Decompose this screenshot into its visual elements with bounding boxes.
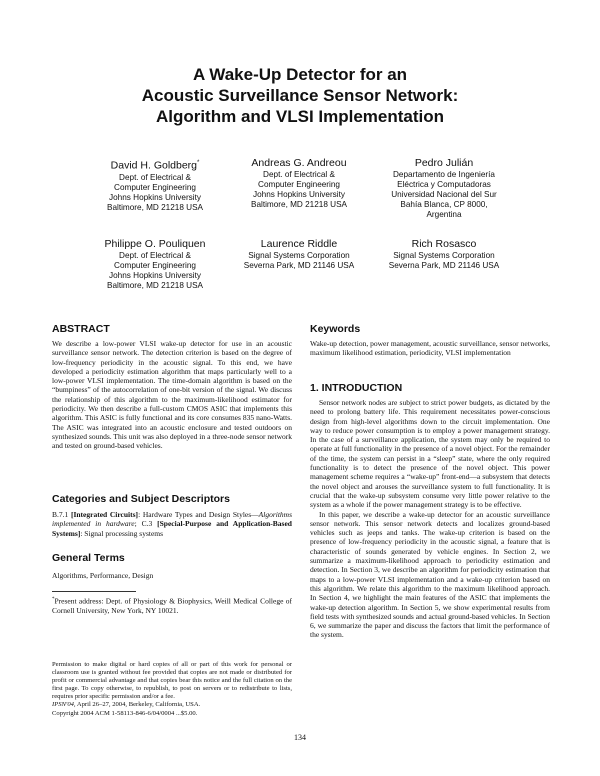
abstract-body: [52, 339, 292, 451]
permission-text: Permission to make digital or hard copies of all or part of this work for personal or classroom use is granted without fee provided that copies are not made or distributed for profit or commercial advantage and that copies bear this notice and the full citation on the first page. To copy otherwise, to republish, to post on servers or to redistribute to lists, requires prior specific permission and/or a fee.: [52, 661, 292, 701]
author-affiliation: Johns Hopkins University: [109, 192, 201, 202]
author-affiliation: Dept. of Electrical &: [263, 170, 335, 179]
author-footnote-mark: *: [197, 160, 200, 166]
author-affiliation: Johns Hopkins University: [109, 271, 201, 280]
author-affiliation: Johns Hopkins University: [253, 190, 345, 199]
category-subject-2: : Signal processing systems: [80, 528, 164, 538]
author-affiliation: Universidad Nacional del Sur: [391, 190, 497, 199]
category-name: [Integrated Circuits]: [70, 510, 139, 519]
introduction-heading: 1. INTRODUCTION: [310, 382, 403, 394]
abstract-heading: ABSTRACT: [52, 323, 110, 335]
title-line-2: Acoustic Surveillance Sensor Network:: [141, 86, 459, 105]
footnote-mark: *: [52, 597, 55, 602]
category-subject: : Hardware Types and Design Styles—: [138, 510, 259, 519]
author-name: Laurence Riddle: [260, 238, 338, 250]
copyright-text: Copyright 2004 ACM 1-58113-846-6/04/0004 ...$5.00.: [52, 709, 198, 717]
keywords-heading: Keywords: [310, 323, 361, 335]
page-number: 134: [294, 733, 306, 742]
author-name: Pedro Julián: [414, 157, 474, 169]
title-line-3: Algorithm and VLSI Implementation: [155, 107, 445, 126]
author-affiliation: Eléctrica y Computadoras: [397, 180, 491, 189]
footnote: [52, 595, 292, 615]
author-affiliation: Baltimore, MD 21218 USA: [106, 281, 203, 290]
footnote-text: Present address: Dept. of Physiology & Biophysics, Weill Medical College of Cornell University, New York, NY 10021.: [52, 596, 292, 615]
author-block: [369, 156, 519, 220]
author-block: [369, 237, 519, 271]
categories-body: [52, 510, 292, 538]
author-block: [224, 156, 374, 210]
author-affiliation: Computer Engineering: [258, 180, 340, 189]
author-affiliation: Computer Engineering: [114, 182, 196, 192]
author-block: [80, 156, 230, 213]
introduction-body: [310, 398, 550, 640]
paper-title: [60, 64, 540, 127]
author-affiliation: Dept. of Electrical &: [119, 251, 191, 260]
category-subject-italic: Algorithms implemented in hardware: [52, 510, 293, 529]
general-terms-heading: General Terms: [52, 552, 125, 564]
author-affiliation: Baltimore, MD 21218 USA: [106, 202, 203, 212]
intro-paragraph-1: Sensor network nodes are subject to strict power budgets, as dictated by the need to prolong battery life. This requirement necessitates power-conscious design from high-level algorithms down to the circuit implementation. One way to reduce power consumption is to employ a power management strategy. In the case of a surveillance application, the system may only be required to operate at full functionality in the presence of a novel object. For the remainder of the time, the system can persist in a “sleep” state, where the only required functionality is to detect the presence of the novel object. This power management scheme requires a “wake-up” front-end—a subsystem that detects the novel object and arouses the surveillance system to full functionality. It is crucial that the wake-up subsystem consume very little power relative to the system as a whole if the power management strategy is to be effective.: [310, 398, 550, 510]
author-block: [80, 237, 230, 291]
keywords-body: [310, 339, 550, 358]
venue-name: IPSN'04,: [52, 701, 76, 709]
category-code: B.7.1: [52, 510, 69, 519]
author-name: David H. Goldberg: [110, 159, 198, 172]
author-affiliation: Signal Systems Corporation: [393, 251, 495, 260]
venue-details: April 26–27, 2004, Berkeley, California, USA.: [75, 701, 201, 709]
intro-paragraph-2: In this paper, we describe a wake-up detector for an acoustic surveillance sensor network. This sensor network detects and localizes ground-based vehicles such as jeeps and tanks. The wake-up criterion is based on the presence of low-frequency periodicity in the acoustic signal, a feature that is characteristic of sounds generated by vehicle engines. In Section 2, we summarize a maximum-likelihood approach to periodicity estimation and detection. In Section 3, we describe an algorithm for periodicity estimation that maps to a low-power VLSI implementation and a wake-up criterion based on this algorithm. We relate this algorithm to the maximum likelihood approach. In Section 4, we highlight the main features of the ASIC that implements the wake-up detection algorithm. In Section 5, we show experimental results from field tests with synthesized sounds and actual ground-based vehicles. In Section 6, we summarize the paper and discuss the factors that limit the performance of the system.: [310, 509, 550, 640]
title-line-1: A Wake-Up Detector for an: [192, 65, 408, 84]
permission-notice: [52, 661, 292, 718]
author-affiliation: Signal Systems Corporation: [248, 251, 350, 260]
author-name: Andreas G. Andreou: [251, 157, 347, 169]
author-affiliation: Severna Park, MD 21146 USA: [388, 261, 500, 270]
keywords-text: Wake-up detection, power management, acoustic surveillance, sensor networks, maximum likelihood estimation, periodicity, VLSI implementation: [310, 339, 550, 358]
category-name-2: [Special-Purpose and Application-Based Systems]: [52, 519, 292, 538]
author-affiliation: Computer Engineering: [114, 261, 196, 270]
author-affiliation: Dept. of Electrical &: [119, 172, 191, 182]
category-code-2: ; C.3: [134, 519, 153, 529]
abstract-text: We describe a low-power VLSI wake-up detector for use in an acoustic surveillance sensor network. The detection criterion is based on the degree of low-frequency periodicity in the acoustic signal. To this end, we have developed a periodicity estimation algorithm that maps particularly well to a low-power VLSI implementation. The time-domain algorithm is based on the “bumpiness” of the autocorrelation of one-bit version of the signal. We discuss the relationship of this algorithm to the maximum-likelihood estimator for periodicity. We then describe a full-custom CMOS ASIC that implements this algorithm. This ASIC is fully functional and its core consumes 835 nano-Watts. The ASIC was integrated into an acoustic enclosure and tested outdoors on synthesized sounds. This unit was also deployed in a three-node sensor network and tested on ground-based vehicles.: [52, 339, 292, 451]
categories-heading: Categories and Subject Descriptors: [52, 493, 230, 505]
author-affiliation: Severna Park, MD 21146 USA: [243, 261, 355, 270]
general-terms-body: [52, 571, 292, 580]
author-name: Rich Rosasco: [411, 238, 477, 250]
author-affiliation: Bahía Blanca, CP 8000,: [400, 200, 488, 209]
footnote-rule: [52, 591, 136, 592]
author-affiliation: Departamento de Ingeniería: [393, 170, 495, 179]
author-affiliation: Argentina: [426, 210, 462, 219]
general-terms-text: Algorithms, Performance, Design: [52, 571, 154, 580]
author-name: Philippe O. Pouliquen: [104, 238, 206, 250]
author-block: [224, 237, 374, 271]
author-affiliation: Baltimore, MD 21218 USA: [250, 200, 347, 209]
